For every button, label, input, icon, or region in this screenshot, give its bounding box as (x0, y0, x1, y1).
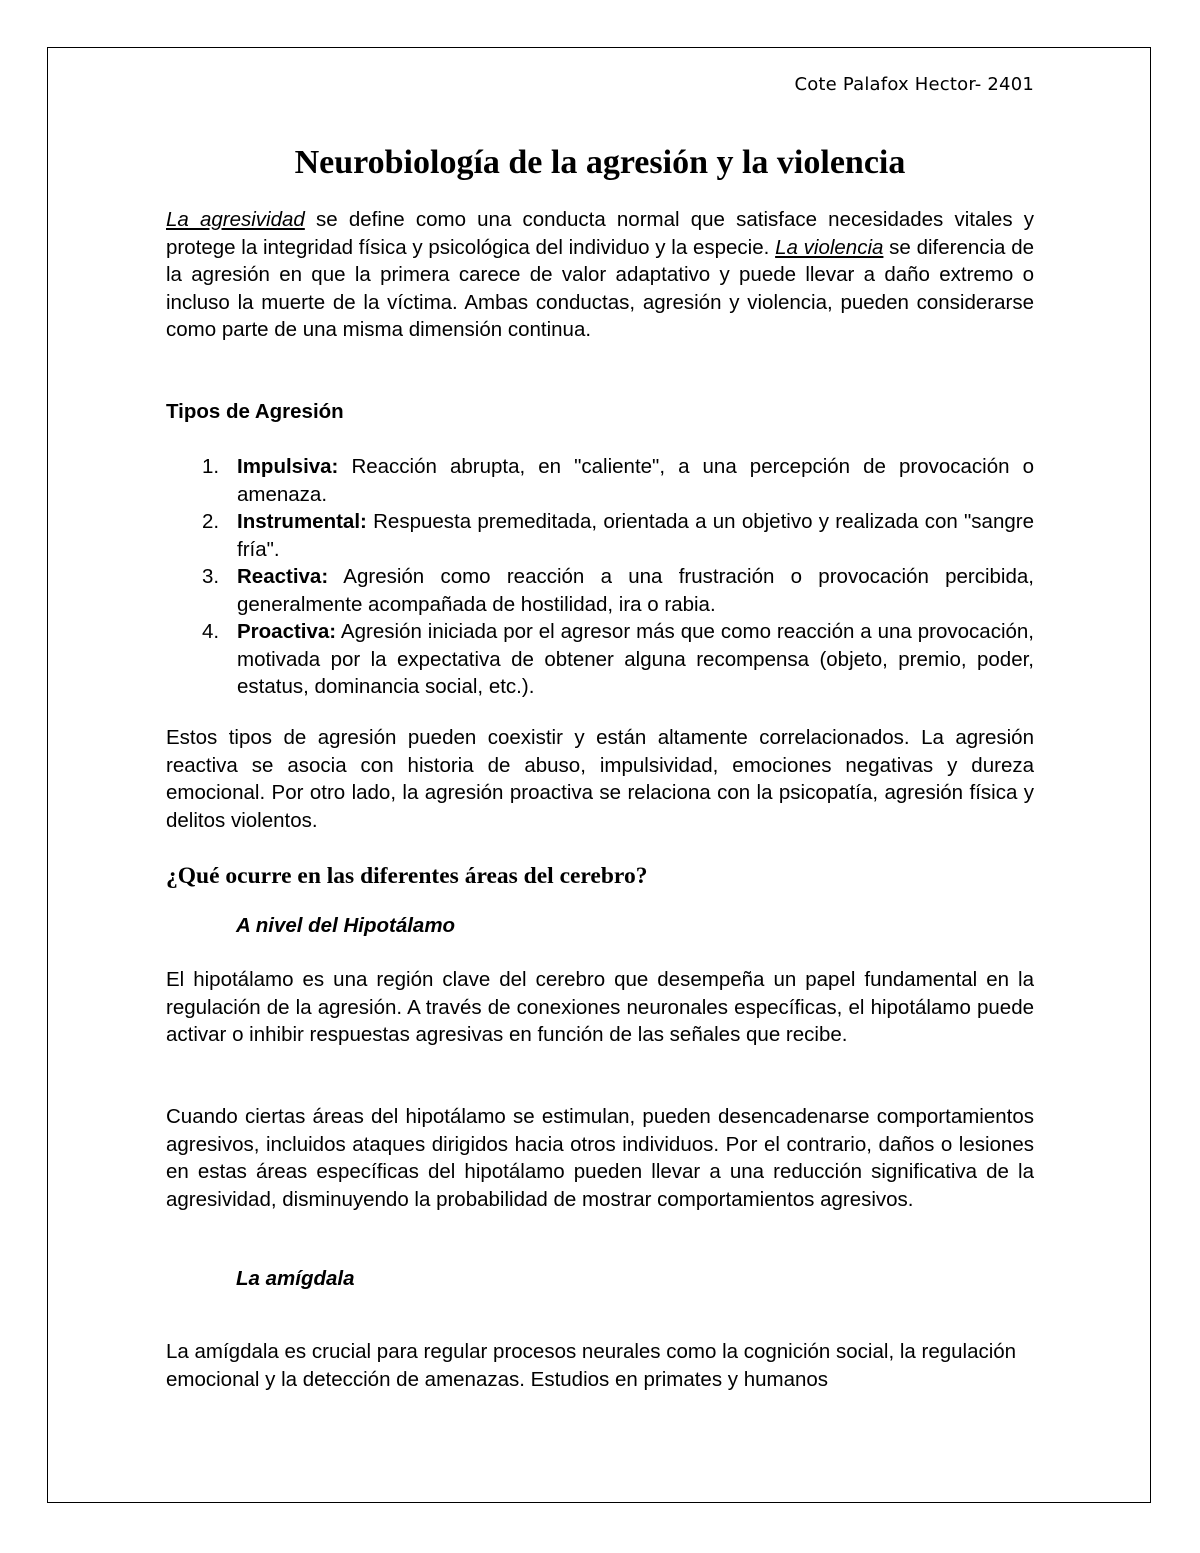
type-text: Reacción abrupta, en "caliente", a una percepción de provocación o amenaza. (237, 455, 1034, 506)
intro-text-1: se define como una conducta normal que satisface necesidades vitales y protege la integridad física y psicológica del individuo y la especie. (166, 208, 1034, 259)
types-summary-paragraph: Estos tipos de agresión pueden coexistir y están altamente correlacionados. La agresión reactiva se asocia con historia de abuso, impulsividad, emociones negativas y dureza emocional. Por otro lado, la agresión proactiva se relaciona con la psicopatía, agresión física y delitos violentos. (166, 726, 1034, 832)
type-term: Proactiva: (237, 620, 337, 643)
aggression-types-list (166, 453, 1034, 701)
type-text: Respuesta premeditada, orientada a un objetivo y realizada con "sangre fría". (237, 510, 1034, 561)
list-number: 3. (202, 565, 220, 588)
type-term: Reactiva: (237, 565, 329, 588)
intro-paragraph (166, 206, 1034, 344)
author-header: Cote Palafox Hector- 2401 (794, 74, 1034, 95)
type-text: Agresión iniciada por el agresor más que como reacción a una provocación, motivada por la expectativa de obtener alguna recompensa (objeto, premio, poder, estatus, dominancia social, etc.). (237, 620, 1034, 698)
hypothalamus-paragraph-1: El hipotálamo es una región clave del cerebro que desempeña un papel fundamental en la regulación de la agresión. A través de conexiones neuronales específicas, el hipotálamo puede activar o inhibir respuestas agresivas en función de las señales que recibe. (166, 968, 1034, 1046)
list-item (166, 508, 1034, 563)
type-text: Agresión como reacción a una frustración o provocación percibida, generalmente acompañada de hostilidad, ira o rabia. (237, 565, 1034, 616)
brain-areas-heading: ¿Qué ocurre en las diferentes áreas del cerebro? (166, 863, 648, 889)
hypothalamus-paragraph-2: Cuando ciertas áreas del hipotálamo se estimulan, pueden desencadenarse comportamientos agresivos, incluidos ataques dirigidos hacia otros individuos. Por el contrario, daños o lesiones en estas áreas específicas del hipotálamo pueden llevar a una reducción significativa de la agresividad, disminuyendo la probabilidad de mostrar comportamientos agresivos. (166, 1105, 1034, 1211)
term-agresividad: La agresividad (166, 208, 305, 231)
amygdala-subheading: La amígdala (236, 1267, 355, 1290)
list-number: 1. (202, 455, 220, 478)
term-violencia: La violencia (775, 235, 884, 259)
amygdala-paragraph-1: La amígdala es crucial para regular procesos neurales como la cognición social, la regulación emocional y la detección de amenazas. Estudios en primates y humanos (166, 1340, 1017, 1391)
hypothalamus-subheading: A nivel del Hipotálamo (236, 914, 456, 937)
type-term: Instrumental: (237, 510, 367, 533)
intro-text-2: se diferencia de la agresión en que la primera carece de valor adaptativo y puede llevar a daño extremo o incluso la muerte de la víctima. Ambas conductas, agresión y violencia, pueden considerarse como parte de una misma dimensión continua. (166, 235, 1035, 341)
types-heading: Tipos de Agresión (166, 400, 344, 423)
list-number: 4. (202, 620, 220, 643)
type-term: Impulsiva: (237, 455, 339, 478)
list-item (166, 453, 1034, 508)
list-item (166, 618, 1034, 701)
document-title: Neurobiología de la agresión y la violencia (294, 144, 906, 181)
list-item (166, 563, 1034, 618)
list-number: 2. (202, 510, 220, 533)
